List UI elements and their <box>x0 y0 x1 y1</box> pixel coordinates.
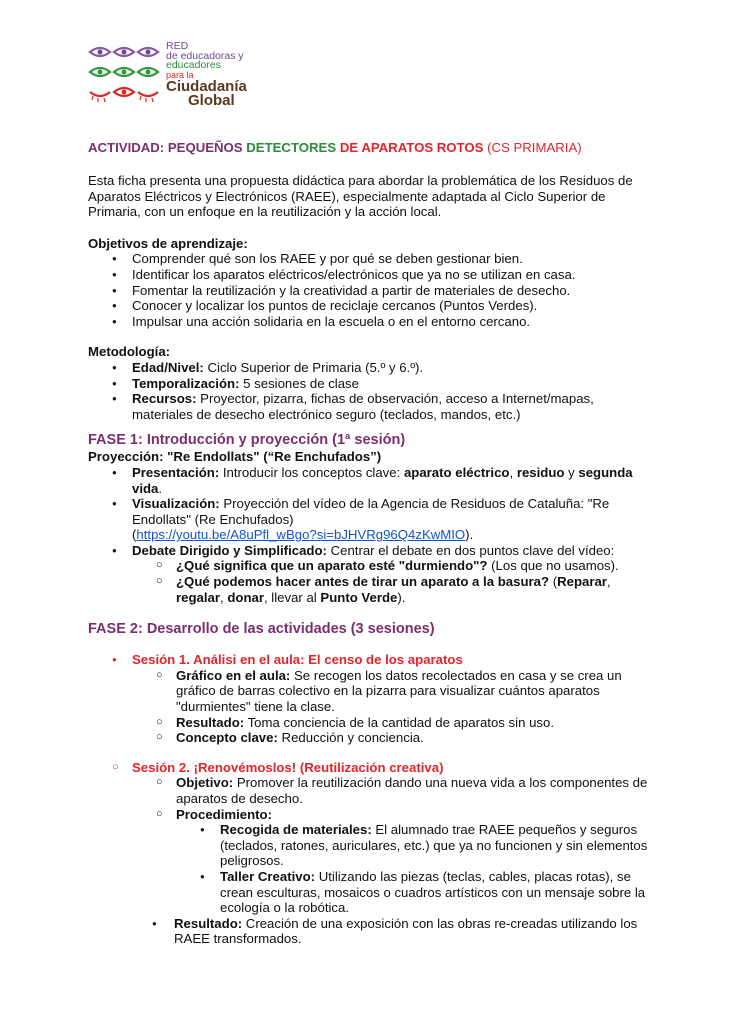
organization-logo <box>88 40 278 110</box>
bullet-icon: ● <box>112 655 117 665</box>
item-label: Gráfico en el aula: <box>176 667 291 683</box>
list-item-presentation <box>88 465 648 496</box>
separator: , <box>509 464 517 480</box>
list-item <box>88 775 648 806</box>
item-label: Edad/Nivel: <box>132 359 204 375</box>
list-item <box>88 807 648 916</box>
item-text: Proyector, pizarra, fichas de observación, acceso a Internet/mapas, materiales de desecho electrónico seguro (teclados, mandos, etc.) <box>132 391 594 422</box>
list-item: ● Fomentar la reutilización y la creatividad a partir de materiales de desecho. <box>88 283 648 299</box>
answer-key: Reparar <box>557 574 607 590</box>
session-title-text: Sesión 1. Análisi en el aula: El censo de los aparatos <box>132 652 463 668</box>
list-item <box>88 715 648 731</box>
methodology-heading: Metodología: <box>88 344 171 360</box>
item-label: Concepto clave: <box>176 730 278 746</box>
item-label: Resultado: <box>174 915 243 931</box>
list-item <box>88 869 648 916</box>
methodology-section <box>88 344 648 422</box>
logo-line-6: Global <box>188 92 235 110</box>
logo-text <box>166 42 247 108</box>
item-text: Centrar el debate en dos puntos clave del vídeo: <box>326 542 615 558</box>
projection-title: Proyección: "Re Endollats" (“Re Enchufados”) <box>88 449 382 465</box>
page-title <box>88 140 648 156</box>
session-2-list <box>88 775 648 915</box>
list-item <box>88 391 648 422</box>
item-text: Reducción y conciencia. <box>277 730 424 746</box>
item-text: 5 sesiones de clase <box>239 375 359 391</box>
item-label: Procedimiento: <box>176 806 272 822</box>
item-label: Temporalización: <box>132 375 240 391</box>
logo-line-5: Ciudadanía <box>166 78 247 96</box>
session-1-title <box>88 652 648 668</box>
phase-2-heading: FASE 2: Desarrollo de las actividades (3 sesiones) <box>88 621 435 638</box>
list-item: ● Identificar los aparatos eléctricos/electrónicos que ya no se utilizan en casa. <box>88 267 648 283</box>
session-2-result <box>88 916 648 947</box>
item-label: Taller Creativo: <box>220 868 316 884</box>
objectives-heading: Objetivos de aprendizaje: <box>88 235 248 251</box>
separator: , <box>606 574 611 590</box>
item-label: Objetivo: <box>176 775 234 791</box>
logo-line-3: educadores <box>166 59 221 72</box>
key-concept: segunda vida <box>132 464 633 496</box>
key-concept: aparato eléctrico <box>403 464 510 480</box>
item-label: Presentación: <box>132 464 220 480</box>
objectives-list <box>88 251 648 329</box>
list-item <box>88 558 648 574</box>
item-label: Visualización: <box>132 496 220 512</box>
list-item: ● Conocer y localizar los puntos de reciclaje cercanos (Puntos Verdes). <box>88 298 648 314</box>
title-part-4: (CS PRIMARIA) <box>483 140 582 155</box>
item-text: Promover la reutilización dando una nueva vida a los componentes de aparatos de desecho. <box>176 775 648 806</box>
answer: ). <box>397 589 406 605</box>
title-part-1: ACTIVIDAD: PEQUEÑOS <box>88 140 247 155</box>
bullet-icon: ● <box>152 918 157 928</box>
logo-line-4: para la <box>166 69 194 80</box>
intro-paragraph: Esta ficha presenta una propuesta didáctica para abordar la problemática de los Residuos de Aparatos Eléctricos y Electrónicos (RAEE), especialmente adaptada al Ciclo Superior de Primaria, con un enfoque en la reutilización y la acción local. <box>88 173 633 220</box>
logo-line-2: de educadoras y <box>166 49 244 62</box>
objectives-section <box>88 236 648 330</box>
logo-line-1: RED <box>166 40 189 52</box>
item-label: Resultado: <box>176 714 245 730</box>
item-label: Recursos: <box>132 391 197 407</box>
phase-1-list <box>88 465 648 605</box>
separator: y <box>564 464 579 480</box>
list-item-visualization <box>88 496 648 543</box>
answer: ( <box>549 574 558 590</box>
list-item: ● Impulsar una acción solidaria en la escuela o en el entorno cercano. <box>88 314 648 330</box>
item-text: Proyección del vídeo de la Agencia de Residuos de Cataluña: "Re Endollats" (Re Enchufados) <box>132 496 610 527</box>
list-item-debate <box>88 543 648 605</box>
item-text: El alumnado trae RAEE pequeños y seguros (teclados, ratones, auriculares, etc.) que ya no funcionen y sin elementos peligrosos. <box>220 822 648 869</box>
title-part-3: DE APARATOS ROTOS <box>339 140 484 155</box>
answer-key: donar <box>227 589 264 605</box>
debate-questions <box>88 558 648 605</box>
key-concept: residuo <box>516 464 565 480</box>
methodology-list <box>88 360 648 422</box>
item-text: Se recogen los datos recolectados en casa y se crea un gráfico de barras colectivo en la pizarra para visualizar cuántos aparatos "durmientes" tiene la clase. <box>176 667 622 715</box>
answer-key: Punto Verde <box>320 589 398 605</box>
item-text: Ciclo Superior de Primaria (5.º y 6.º). <box>203 359 424 375</box>
item-text: Introducir los conceptos clave: <box>219 464 404 480</box>
phase-1-heading: FASE 1: Introducción y proyección (1ª sesión) <box>88 432 406 449</box>
list-item <box>88 730 648 746</box>
title-part-2: DETECTORES <box>246 140 340 155</box>
item-label: Recogida de materiales: <box>220 822 372 838</box>
eyes-logo-icon <box>88 42 164 104</box>
list-item: ● Comprender qué son los RAEE y por qué se deben gestionar bien. <box>88 251 648 267</box>
paren: ). <box>465 527 474 543</box>
circle-bullet-icon: ○ <box>112 760 119 773</box>
item-label: Debate Dirigido y Simplificado: <box>132 542 327 558</box>
separator: . <box>158 480 163 496</box>
list-item <box>88 822 648 869</box>
document-body <box>88 140 648 947</box>
list-item <box>88 668 648 715</box>
item-text: Creación de una exposición con las obras re-creadas utilizando los RAEE transformados. <box>174 915 638 947</box>
list-item <box>88 360 648 376</box>
procedure-list <box>88 822 648 916</box>
answer-key: regalar <box>176 589 220 605</box>
item-text: Utilizando las piezas (teclas, cables, placas rotas), se crean esculturas, mosaicos o cuadros artísticos con un mensaje sobre la ecología o la robótica. <box>220 868 646 916</box>
paren: ( <box>132 527 137 543</box>
session-1-list <box>88 668 648 746</box>
separator: , <box>220 589 228 605</box>
question: ¿Qué podemos hacer antes de tirar un aparato a la basura? <box>176 574 550 590</box>
item-text: Toma conciencia de la cantidad de aparatos sin uso. <box>244 714 555 730</box>
session-2-title <box>88 760 648 776</box>
question: ¿Qué significa que un aparato esté "durmiendo"? <box>176 558 488 574</box>
list-item <box>88 376 648 392</box>
answer: , llevar al <box>263 589 321 605</box>
list-item <box>88 574 648 605</box>
answer: (Los que no usamos). <box>487 558 619 574</box>
video-link[interactable]: https://youtu.be/A8uPfl_wBgo?si=bJHVRg96Q4zKwMIO <box>136 527 466 543</box>
session-title-text: Sesión 2. ¡Renovémoslos! (Reutilización creativa) <box>132 759 444 775</box>
